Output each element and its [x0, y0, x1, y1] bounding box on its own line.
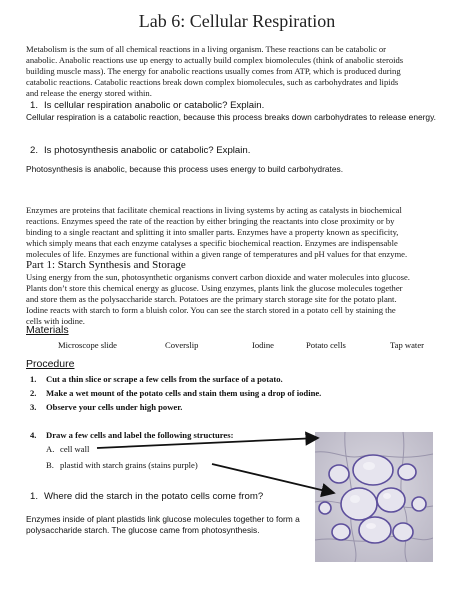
answer-2: Photosynthesis is anabolic, because this process uses energy to build carbohydrates.	[26, 164, 344, 174]
intro-line: Metabolism is the sum of all chemical reactions in a living organism. These reactions can be catabolic or	[26, 44, 387, 54]
question-text: Is photosynthesis anabolic or catabolic? Explain.	[44, 145, 251, 156]
intro-line: building muscle mass). The energy for anabolic reactions usually comes from ATP, which is produced during	[26, 66, 401, 76]
structure-letter: A.	[46, 444, 55, 454]
structure-text: cell wall	[60, 444, 90, 454]
answer-line: Enzymes inside of plant plastids link glucose molecules together to form a	[26, 514, 300, 524]
step-number: 1.	[30, 374, 37, 384]
arrow-plastid	[212, 464, 334, 493]
question-text: Is cellular respiration anabolic or catabolic? Explain.	[44, 100, 265, 111]
arrow-cell-wall	[97, 438, 318, 448]
question-number: 2.	[30, 145, 39, 156]
material-item: Potato cells	[306, 340, 346, 350]
part1-heading: Part 1: Starch Synthesis and Storage	[26, 259, 186, 271]
intro-line: and release the energy stored within.	[26, 88, 152, 98]
material-item: Coverslip	[165, 340, 199, 350]
intro-line: anabolic. Anabolic reactions use up energy to actually build complex biomolecules (think of anabolic steroids	[26, 55, 404, 65]
question-number: 1.	[30, 100, 39, 111]
step-text: Cut a thin slice or scrape a few cells from the surface of a potato.	[46, 374, 283, 384]
step-number: 3.	[30, 402, 37, 412]
material-item: Tap water	[390, 340, 424, 350]
step-text: Observe your cells under high power.	[46, 402, 183, 412]
step-text: Make a wet mount of the potato cells and stain them using a drop of iodine.	[46, 388, 322, 398]
part1-line: Using energy from the sun, photosynthetic organisms convert carbon dioxide and water molecules into glucose.	[26, 272, 410, 282]
structure-text: plastid with starch grains (stains purple)	[60, 460, 198, 470]
step-text: Draw a few cells and label the following structures:	[46, 430, 234, 440]
enzymes-line: which simply means that each enzyme catalyses a specific biochemical reaction. Enzymes are indispensable	[26, 238, 398, 248]
intro-line: catabolic reactions. Catabolic reactions break down complex biomolecules, such as carbohydrates and lipids	[26, 77, 399, 87]
material-item: Iodine	[252, 340, 274, 350]
materials-heading: Materials	[26, 324, 69, 336]
part1-line: cells with iodine.	[26, 316, 85, 326]
enzymes-line: molecules of life. Enzymes are functional within a given range of temperatures and pH values for that enzyme.	[26, 249, 408, 259]
question-number: 1.	[30, 491, 39, 502]
procedure-heading: Procedure	[26, 358, 75, 370]
step-number: 2.	[30, 388, 37, 398]
part1-line: Plants don’t store this chemical energy as glucose. Using enzymes, plants link the glucose molecules together	[26, 283, 403, 293]
question-text: Where did the starch in the potato cells come from?	[44, 491, 264, 502]
answer-1: Cellular respiration is a catabolic reaction, because this process breaks down carbohydrates to release energy.	[26, 112, 436, 122]
material-item: Microscope slide	[58, 340, 117, 350]
enzymes-line: Enzymes are proteins that facilitate chemical reactions in living systems by acting as catalysts in biochemical	[26, 205, 402, 215]
part1-line: Iodine reacts with starch to form a bluish color. You can see the starch stored in a potato cell by staining the	[26, 305, 396, 315]
structure-letter: B.	[46, 460, 54, 470]
page-title: Lab 6: Cellular Respiration	[138, 11, 336, 31]
part1-line: and store them as the polysaccharide starch. Potatoes are the primary starch storage site for the potato plant.	[26, 294, 397, 304]
step-number: 4.	[30, 430, 37, 440]
enzymes-line: binding to a single reactant and splitting it into smaller parts. Enzymes have a property known as specificity,	[26, 227, 399, 237]
enzymes-line: reactions. Enzymes speed the rate of the reaction by either bringing the reactants into close proximity or by	[26, 216, 395, 226]
answer-line: polysaccharide starch. The glucose came from photosynthesis.	[26, 525, 260, 535]
